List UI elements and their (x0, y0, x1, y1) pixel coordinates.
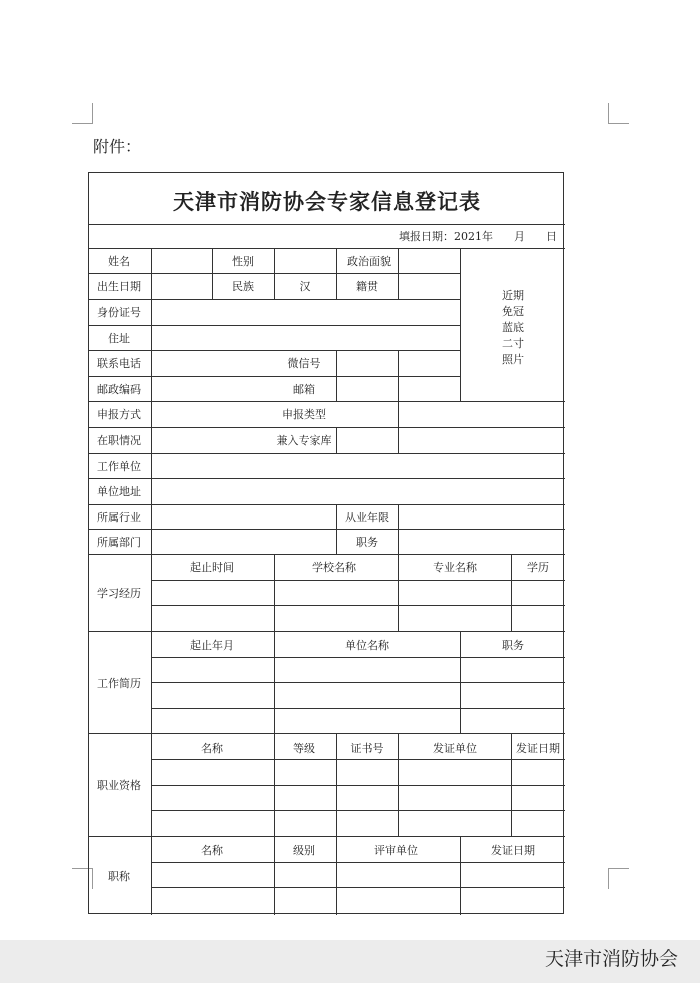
grid-line (151, 862, 565, 863)
annex-label: 附件： (93, 137, 142, 156)
form-title: 天津市消防协会专家信息登记表 (173, 189, 481, 214)
label-name: 姓名 (108, 255, 130, 268)
grid-line (89, 376, 460, 377)
grid-line (89, 325, 460, 326)
crop-mark (608, 868, 629, 889)
grid-line (89, 248, 565, 249)
grid-line (398, 248, 399, 299)
registration-form (88, 172, 564, 914)
grid-line (151, 887, 565, 888)
label-years: 从业年限 (345, 511, 389, 524)
grid-line (151, 759, 565, 760)
label-unit-address: 单位地址 (97, 485, 141, 498)
grid-line (89, 478, 565, 479)
grid-line (274, 248, 275, 299)
grid-line (398, 554, 399, 631)
value-ethnic[interactable]: 汉 (299, 280, 311, 293)
label-phone: 联系电话 (97, 357, 141, 370)
fill-date: 填报日期：2021年 月 日 (399, 230, 557, 243)
label-politics: 政治面貌 (347, 255, 391, 268)
grid-line (212, 273, 213, 299)
label-employment: 在职情况 (97, 434, 141, 447)
label-concurrent: 兼入专家库 (276, 434, 332, 447)
crop-mark (72, 103, 93, 124)
label-department: 所属部门 (97, 536, 141, 549)
title-header: 发证日期 (491, 844, 535, 857)
grid-line (274, 631, 275, 733)
grid-line (212, 248, 213, 273)
grid-line (460, 248, 461, 401)
edu-header: 学校名称 (312, 561, 356, 574)
work-header: 起止年月 (190, 639, 234, 652)
grid-line (336, 836, 337, 915)
grid-line (151, 657, 565, 658)
qual-header: 等级 (293, 742, 315, 755)
edu-header: 起止时间 (190, 561, 234, 574)
grid-line (274, 733, 275, 836)
crop-mark (608, 103, 629, 124)
grid-line (89, 453, 565, 454)
grid-line (336, 248, 337, 299)
grid-line (89, 350, 460, 351)
grid-line (151, 580, 565, 581)
edu-header: 学历 (527, 561, 549, 574)
grid-line (89, 401, 565, 402)
grid-line (398, 733, 399, 836)
grid-line (89, 504, 565, 505)
qual-header: 发证日期 (516, 742, 560, 755)
grid-line (89, 554, 565, 555)
label-work-unit: 工作单位 (97, 460, 141, 473)
label-birth: 出生日期 (97, 280, 141, 293)
title-header: 评审单位 (374, 844, 418, 857)
title-header: 级别 (293, 844, 315, 857)
grid-line (89, 836, 565, 837)
grid-line (89, 631, 565, 632)
grid-line (89, 733, 565, 734)
grid-line (274, 554, 275, 631)
work-header: 单位名称 (345, 639, 389, 652)
label-gender: 性别 (232, 255, 254, 268)
label-industry: 所属行业 (97, 511, 141, 524)
label-apply-type: 申报类型 (282, 408, 326, 421)
grid-line (336, 504, 337, 554)
label-native: 籍贯 (356, 280, 378, 293)
grid-line (336, 350, 337, 401)
qual-header: 名称 (201, 742, 223, 755)
label-qualification: 职业资格 (97, 779, 141, 792)
qual-header: 发证单位 (433, 742, 477, 755)
grid-line (89, 427, 565, 428)
grid-line (151, 785, 565, 786)
grid-line (460, 631, 461, 733)
edu-header: 专业名称 (433, 561, 477, 574)
footer-org: 天津市消防协会 (544, 948, 678, 970)
grid-line (151, 248, 152, 915)
photo-placeholder[interactable]: 近期免冠蓝底二寸照片 (502, 289, 524, 366)
label-ethnic: 民族 (232, 280, 254, 293)
label-postcode: 邮政编码 (97, 383, 141, 396)
grid-line (398, 504, 399, 554)
label-position: 职务 (356, 536, 378, 549)
label-address: 住址 (108, 332, 130, 345)
grid-line (89, 224, 565, 225)
grid-line (151, 810, 565, 811)
label-wechat: 微信号 (287, 357, 321, 370)
title-header: 名称 (201, 844, 223, 857)
label-email: 邮箱 (293, 383, 315, 396)
label-education: 学习经历 (97, 587, 141, 600)
grid-line (274, 836, 275, 915)
grid-line (151, 708, 565, 709)
grid-line (511, 554, 512, 631)
qual-header: 证书号 (350, 742, 384, 755)
grid-line (151, 605, 565, 606)
grid-line (398, 350, 399, 453)
grid-line (336, 733, 337, 836)
label-title-section: 职称 (108, 870, 130, 883)
grid-line (89, 529, 565, 530)
grid-line (89, 299, 460, 300)
grid-line (151, 682, 565, 683)
work-header: 职务 (502, 639, 524, 652)
label-apply-method: 申报方式 (97, 408, 141, 421)
label-id-number: 身份证号 (97, 306, 141, 319)
grid-line (460, 836, 461, 915)
label-work: 工作简历 (97, 677, 141, 690)
grid-line (511, 733, 512, 836)
grid-line (336, 427, 337, 453)
